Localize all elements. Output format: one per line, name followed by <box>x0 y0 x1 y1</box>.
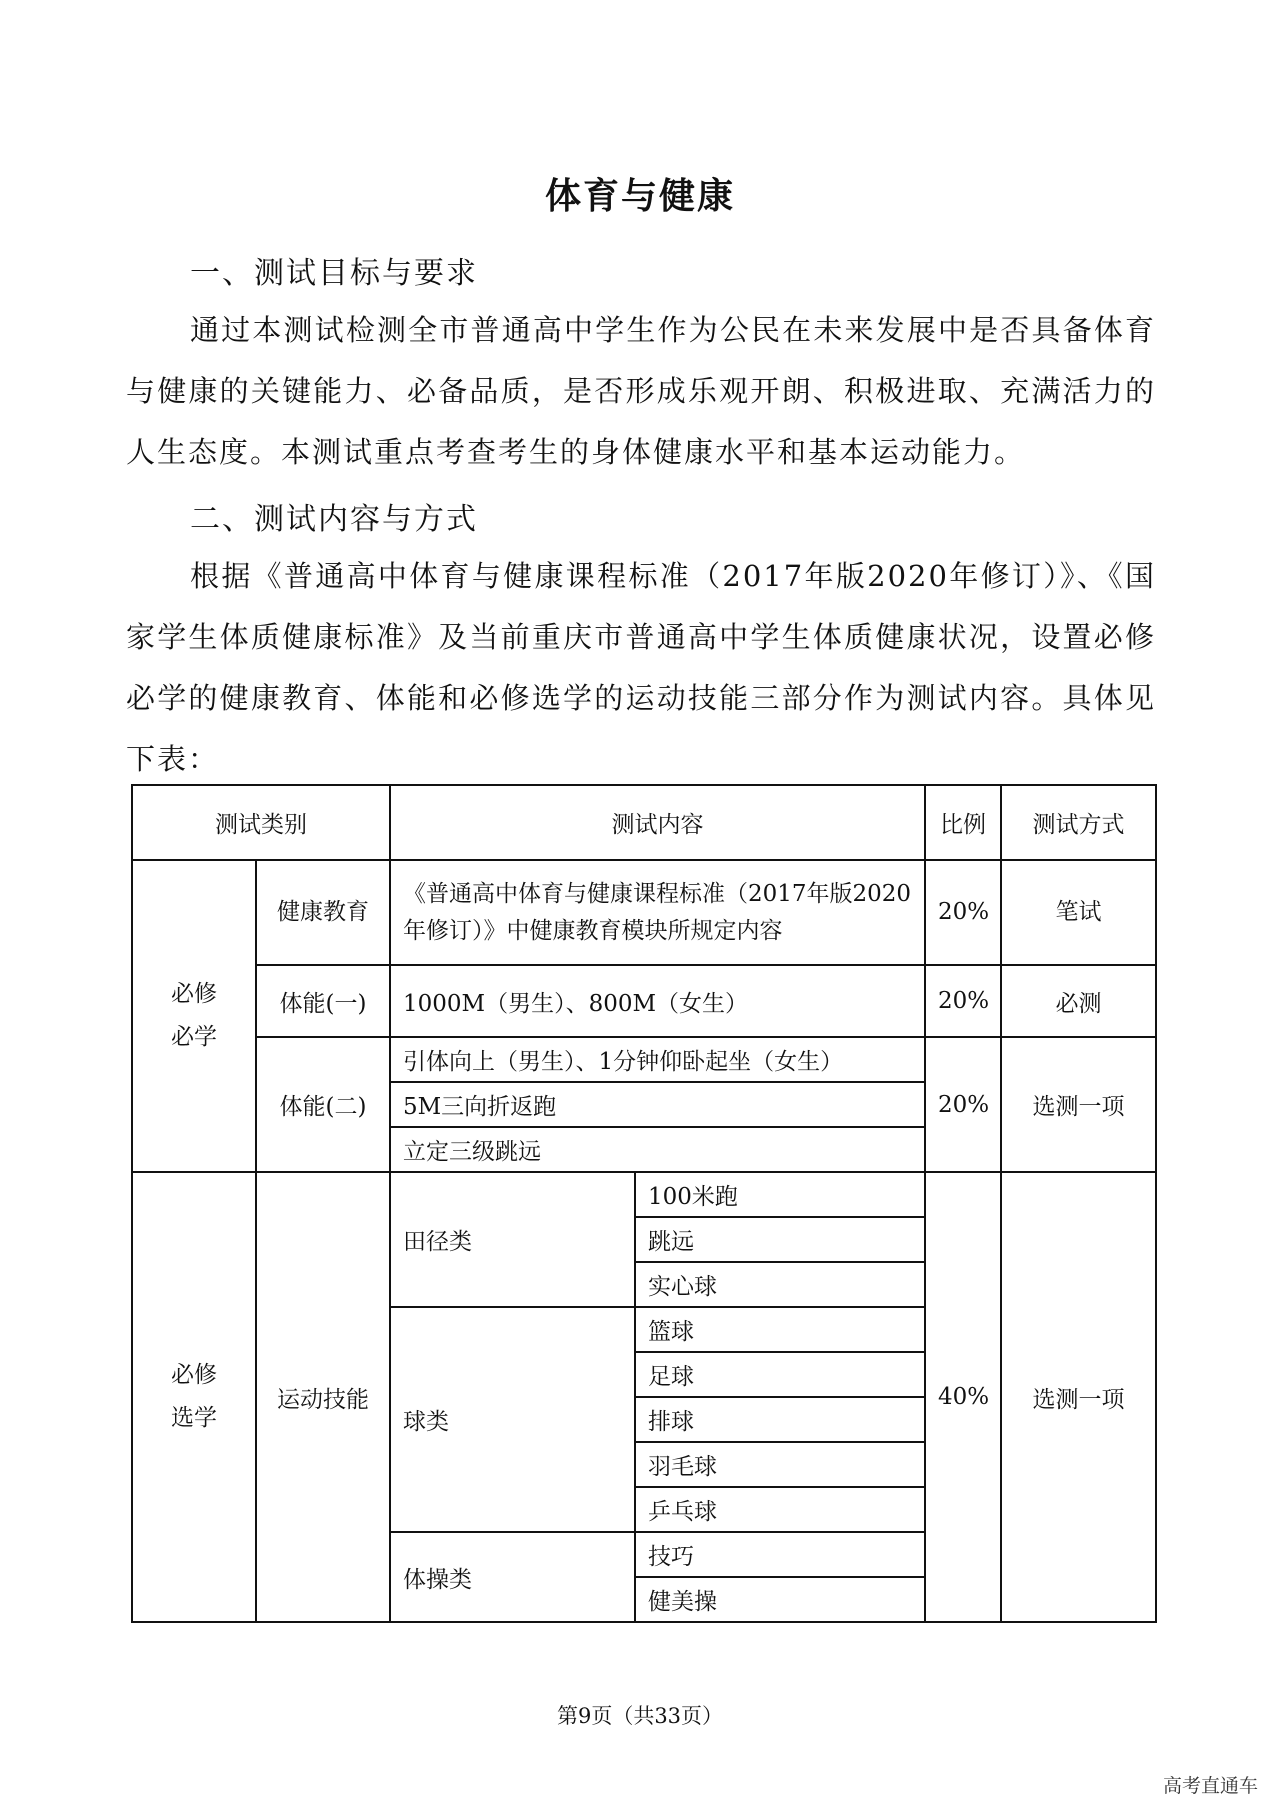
header-category: 测试类别 <box>132 785 390 860</box>
fitness2-item: 立定三级跳远 <box>390 1127 925 1172</box>
watermark: 高考直通车 <box>1162 1775 1258 1797</box>
fitness1-label: 体能(一) <box>256 965 390 1037</box>
group-ball: 球类 <box>390 1307 635 1532</box>
health-ed-content: 《普通高中体育与健康课程标准（2017年版2020年修订）》中健康教育模块所规定内容 <box>390 860 925 965</box>
elective-item: 技巧 <box>635 1532 925 1577</box>
fitness2-item: 引体向上（男生）、1分钟仰卧起坐（女生） <box>390 1037 925 1082</box>
table-header-row <box>132 785 1156 860</box>
elective-item: 跳远 <box>635 1217 925 1262</box>
page-footer: 第9页（共33页） <box>556 1704 724 1728</box>
elective-category: 必修选学 <box>132 1172 256 1622</box>
health-ed-ratio: 20% <box>925 860 1001 965</box>
table-row <box>132 860 1156 965</box>
page-title: 体育与健康 <box>544 176 735 217</box>
elective-item: 实心球 <box>635 1262 925 1307</box>
elective-item: 足球 <box>635 1352 925 1397</box>
group-gymnastics: 体操类 <box>390 1532 635 1622</box>
table-row <box>132 1037 1156 1082</box>
elective-item: 100米跑 <box>635 1172 925 1217</box>
fitness1-method: 必测 <box>1001 965 1156 1037</box>
elective-item: 健美操 <box>635 1577 925 1622</box>
test-content-table <box>131 784 1157 1623</box>
header-method: 测试方式 <box>1001 785 1156 860</box>
header-content: 测试内容 <box>390 785 925 860</box>
section1-heading: 一、测试目标与要求 <box>190 256 478 291</box>
elective-item: 排球 <box>635 1397 925 1442</box>
required-category: 必修必学 <box>132 860 256 1172</box>
fitness1-ratio: 20% <box>925 965 1001 1037</box>
elective-ratio: 40% <box>925 1172 1001 1622</box>
elective-label: 运动技能 <box>256 1172 390 1622</box>
health-ed-label: 健康教育 <box>256 860 390 965</box>
elective-method: 选测一项 <box>1001 1172 1156 1622</box>
section2-paragraph: 根据《普通高中体育与健康课程标准（2017年版2020年修订）》、《国家学生体质健康标准》及当前重庆市普通高中学生体质健康状况，设置必修必学的健康教育、体能和必修选学的运动技能三部分作为测试内容。具体见下表： <box>126 559 1156 776</box>
elective-item: 篮球 <box>635 1307 925 1352</box>
health-ed-method: 笔试 <box>1001 860 1156 965</box>
group-athletics: 田径类 <box>390 1172 635 1307</box>
header-ratio: 比例 <box>925 785 1001 860</box>
elective-item: 羽毛球 <box>635 1442 925 1487</box>
section2-heading: 二、测试内容与方式 <box>190 502 478 537</box>
section1-paragraph: 通过本测试检测全市普通高中学生作为公民在未来发展中是否具备体育与健康的关键能力、必备品质，是否形成乐观开朗、积极进取、充满活力的人生态度。本测试重点考查考生的身体健康水平和基本运动能力。 <box>126 313 1156 469</box>
fitness2-ratio: 20% <box>925 1037 1001 1172</box>
fitness1-content: 1000M（男生）、800M（女生） <box>390 965 925 1037</box>
table-row <box>132 965 1156 1037</box>
fitness2-method: 选测一项 <box>1001 1037 1156 1172</box>
fitness2-label: 体能(二) <box>256 1037 390 1172</box>
table-row <box>132 1172 1156 1217</box>
fitness2-item: 5M三向折返跑 <box>390 1082 925 1127</box>
elective-item: 乒乓球 <box>635 1487 925 1532</box>
